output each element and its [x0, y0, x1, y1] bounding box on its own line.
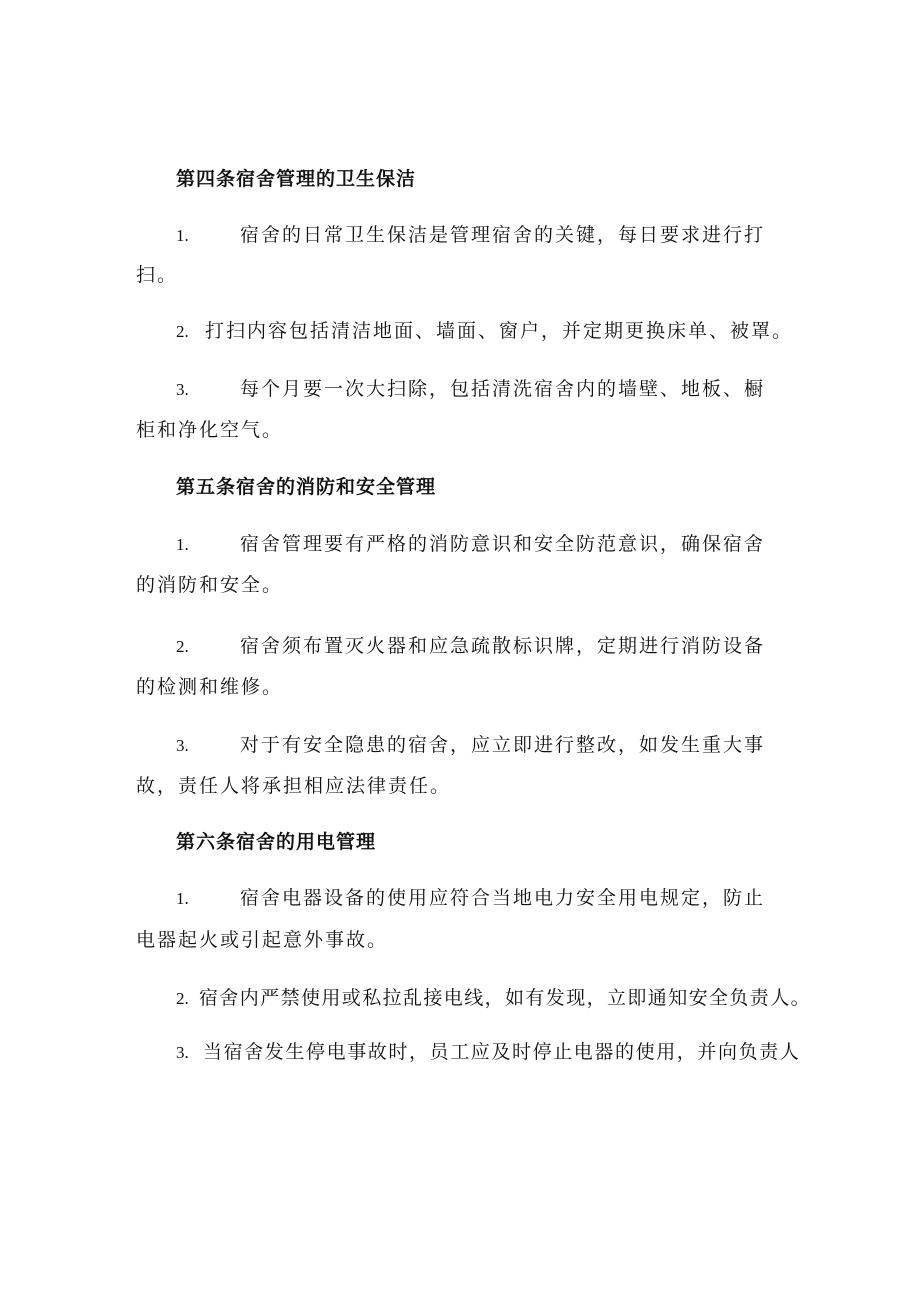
- item-text-line-1: 宿舍内严禁使用或私拉乱接电线，如有发现，立即通知安全负责人。: [199, 987, 812, 1009]
- item-number: 3.: [176, 380, 189, 399]
- item-number: 2.: [176, 322, 189, 341]
- item-text-line-2: 电器起火或引起意外事故。: [136, 929, 389, 951]
- item-text-line-1: 打扫内容包括清洁地面、墙面、窗户，并定期更换床单、被罩。: [205, 320, 794, 342]
- item-text-line-2: 柜和净化空气。: [136, 419, 284, 441]
- section-heading: 第四条宿舍管理的卫生保洁: [176, 168, 417, 190]
- section-heading: 第六条宿舍的用电管理: [176, 831, 377, 853]
- item-text-line-1: 当宿舍发生停电事故时，员工应及时停止电器的使用，并向负责人: [203, 1041, 801, 1063]
- item-number: 1.: [176, 226, 189, 245]
- item-text-line-1: 宿舍须布置灭火器和应急疏散标识牌，定期进行消防设备: [240, 635, 766, 657]
- item-text-line-1: 每个月要一次大扫除，包括清洗宿舍内的墙壁、地板、橱: [240, 378, 766, 400]
- item-text-line-2: 的检测和维修。: [136, 676, 284, 698]
- item-number: 3.: [176, 1043, 189, 1062]
- section-heading: 第五条宿舍的消防和安全管理: [176, 476, 437, 498]
- item-number: 1.: [176, 889, 189, 908]
- item-text-line-1: 宿舍电器设备的使用应符合当地电力安全用电规定，防止: [240, 887, 766, 909]
- item-number: 3.: [176, 736, 189, 755]
- item-number: 2.: [176, 989, 189, 1008]
- item-text-line-1: 对于有安全隐患的宿舍，应立即进行整改，如发生重大事: [240, 734, 766, 756]
- item-text-line-2: 故，责任人将承担相应法律责任。: [136, 775, 452, 797]
- item-text-line-1: 宿舍的日常卫生保洁是管理宿舍的关键，每日要求进行打: [240, 224, 766, 246]
- item-text-line-2: 的消防和安全。: [136, 574, 284, 596]
- item-text-line-2: 扫。: [136, 264, 179, 286]
- item-number: 2.: [176, 637, 189, 656]
- item-text-line-1: 宿舍管理要有严格的消防意识和安全防范意识，确保宿舍: [240, 533, 766, 555]
- item-number: 1.: [176, 535, 189, 554]
